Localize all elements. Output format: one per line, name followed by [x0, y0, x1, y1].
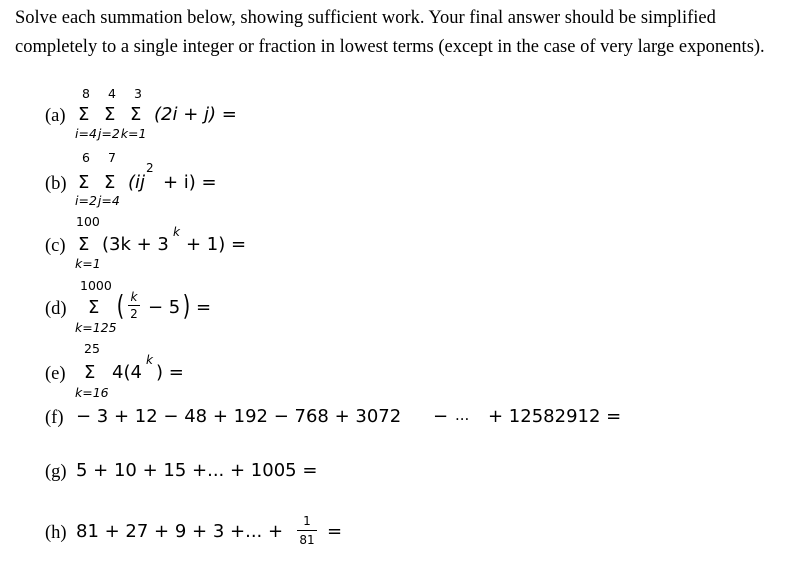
summand-rest: ) = [156, 362, 184, 383]
equals-sign: = [196, 297, 212, 318]
lower-limit: k=125 [75, 320, 117, 335]
sigma-symbol: Σ [78, 104, 90, 125]
upper-limit-i: 8 [82, 86, 90, 101]
series-terms: − 3 + 12 − 48 + 192 − 768 + 3072 [76, 406, 402, 427]
sigma-symbol: Σ [104, 172, 116, 193]
right-paren: ) [182, 289, 191, 322]
summand-base: 4(4 [112, 362, 142, 383]
sigma-symbol: Σ [78, 234, 90, 255]
fraction-denominator: 81 [299, 533, 315, 547]
sigma-symbol: Σ [88, 297, 100, 318]
upper-limit-i: 6 [82, 150, 90, 165]
ellipsis: ... [455, 406, 470, 424]
problem-label: (a) [45, 106, 66, 126]
sigma-symbol: Σ [78, 172, 90, 193]
problem-label: (f) [45, 408, 64, 428]
series-tail: + 12582912 = [488, 406, 622, 427]
exponent: k [173, 225, 180, 239]
equals-sign: = [327, 521, 343, 542]
sigma-symbol: Σ [130, 104, 142, 125]
problem-label: (b) [45, 174, 67, 194]
fraction-numerator: k [130, 290, 138, 304]
summand-base: (ij [128, 172, 146, 193]
sigma-symbol: Σ [84, 362, 96, 383]
fraction-numerator: 1 [303, 514, 311, 528]
summand: (2i + j) = [154, 104, 237, 125]
instructions: Solve each summation below, showing sufficient work. Your final answer should be simplified completely to a single integer or fraction in lowest terms (except in the case of very large exponents). [15, 8, 765, 57]
exponent: 2 [146, 161, 154, 175]
problem-label: (c) [45, 236, 66, 256]
series-terms: 81 + 27 + 9 + 3 +... + [76, 521, 284, 542]
lower-limits: i=4 j=2 k=1 [75, 126, 147, 141]
summand-rest: − 5 [148, 297, 181, 318]
fraction-bar [297, 530, 317, 531]
problem-label: (d) [45, 299, 67, 319]
problem-label: (e) [45, 364, 66, 384]
exponent: k [146, 353, 153, 367]
upper-limit: 100 [76, 214, 100, 229]
lower-limit: k=1 [75, 256, 101, 271]
fraction-bar [128, 305, 140, 306]
upper-limit-k: 3 [134, 86, 142, 101]
problem-label: (g) [45, 462, 67, 482]
upper-limit-j: 4 [108, 86, 116, 101]
upper-limit-j: 7 [108, 150, 116, 165]
lower-limit: k=16 [75, 385, 109, 400]
left-paren: ( [116, 289, 125, 322]
problem-label: (h) [45, 523, 67, 543]
lower-limits: i=2 j=4 [75, 193, 120, 208]
sigma-symbol: Σ [104, 104, 116, 125]
summand-base: (3k + 3 [102, 234, 169, 255]
series-terms: 5 + 10 + 15 +... + 1005 = [76, 460, 318, 481]
summand-rest: + i) = [163, 172, 217, 193]
summand-rest: + 1) = [186, 234, 247, 255]
fraction-denominator: 2 [130, 307, 138, 321]
upper-limit: 1000 [80, 278, 112, 293]
minus-sign: − [433, 406, 449, 427]
upper-limit: 25 [84, 341, 100, 356]
